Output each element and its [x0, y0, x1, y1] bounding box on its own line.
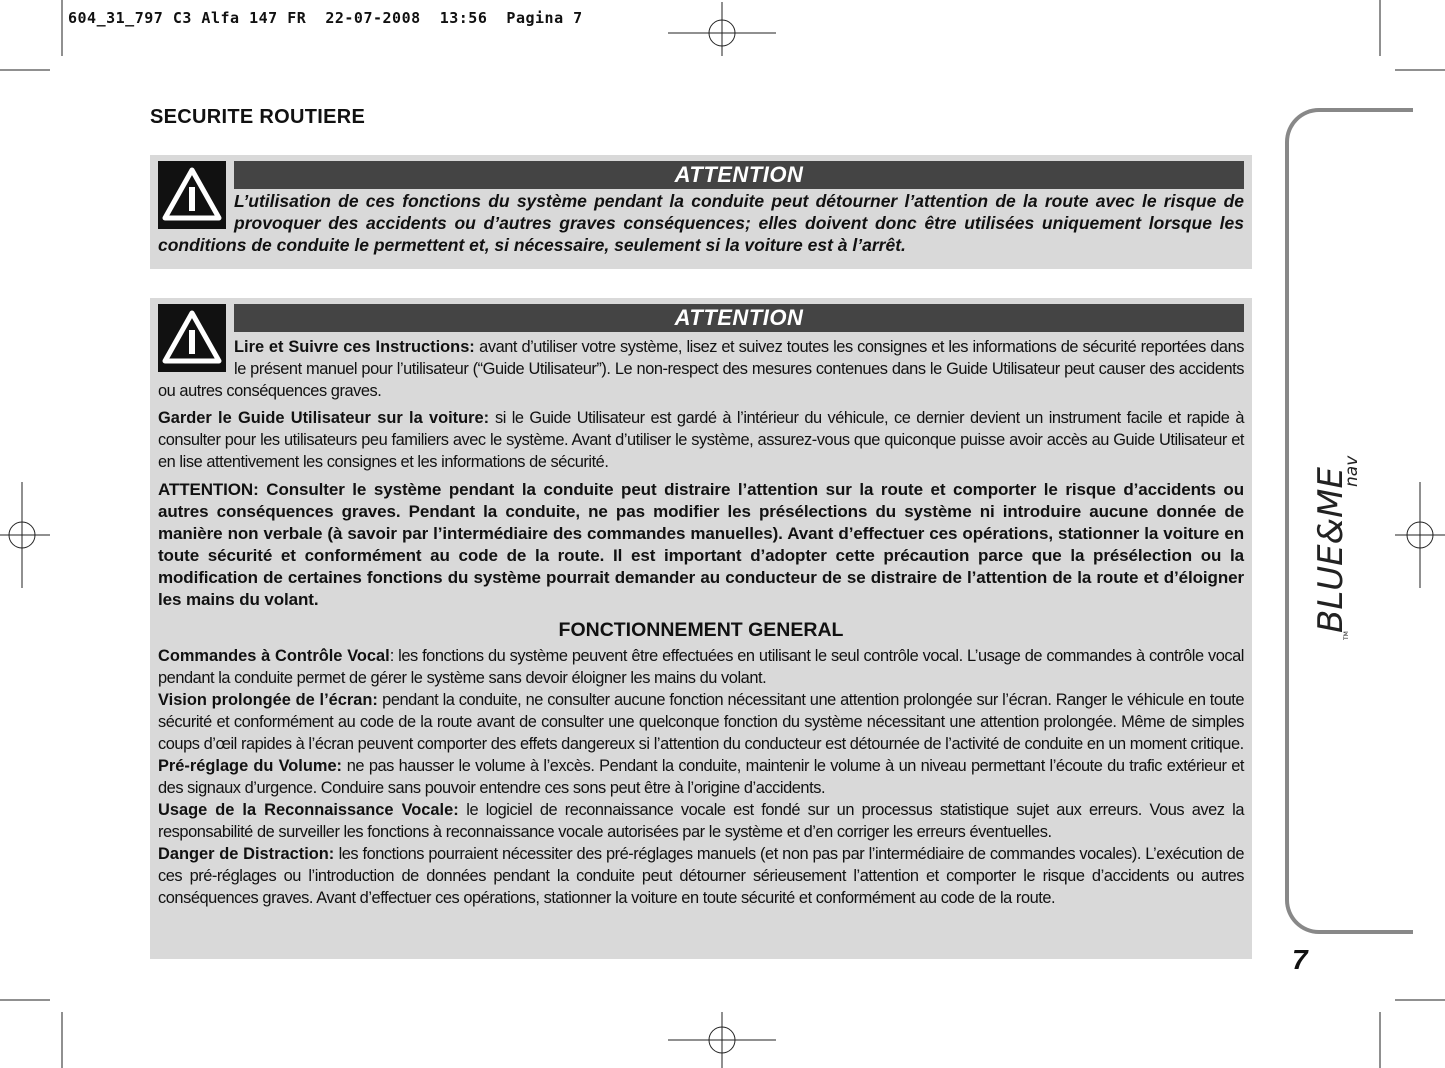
- list-item: Commandes à Contrôle Vocal: les fonctions du système peuvent être effectuées en utilisant le seul contrôle vocal. L’usage de commandes à contrôle vocal pendant la conduite permet de gérer le système sans devoir éloigner les mains du volant.: [158, 647, 1244, 687]
- subsection-title: FONCTIONNEMENT GENERAL: [558, 619, 844, 641]
- warning-box-1: [150, 155, 1252, 269]
- section-title: SECURITE ROUTIERE: [150, 106, 366, 128]
- svg-text:nav: nav: [1342, 455, 1360, 487]
- list-item: Pré-réglage du Volume: ne pas hausser le volume à l’excès. Pendant la conduite, maintenir le volume à un niveau permettant l’écoute du trafic extérieur et des signaux d’urgence. Conduire sans pouvoir entendre ces sons peut être à l’origine d’accidents.: [158, 757, 1245, 797]
- registration-mark-bottom: [668, 1012, 776, 1068]
- list-item: Danger de Distraction: les fonctions pourraient nécessiter des pré-réglages manuels (et non pas par l’intermédiaire de commandes vocales). L’exécution de ces pré-réglages ou l’introduction de données pendant la conduite peut détourner sérieusement l’attention et comporter le risque d’accidents ou autres conséquences graves. Avant d’effectuer ces opérations, stationner la voiture en toute sécurité et conformément au code de la route.: [158, 845, 1244, 907]
- warning-box-2: [150, 298, 1252, 959]
- warning-body: [158, 336, 1244, 909]
- page-number: 7: [1292, 944, 1308, 975]
- print-header: 604_31_797 C3 Alfa 147 FR 22-07-2008 13:56 Pagina 7: [68, 9, 583, 27]
- blue-and-me-nav-logo: [1312, 405, 1360, 645]
- attention-paragraph: ATTENTION: Consulter le système pendant la conduite peut distraire l’attention sur la route et comporter le risque d’accidents ou autres conséquences graves. Pendant la conduite, ne pas modifier les présélections du système ni introduire aucune donnée de manière non verbale (à savoir par l’intermédiaire des commandes manuelles). Avant d’effectuer ces opérations, stationner la voiture en toute sécurité et conformément au code de la route. Il est important d’adopter cette précaution parce que la présélection ou la modification de certaines fonctions du système pourrait demander au conducteur de se distraire de l’attention de la route et d’éloigner les mains du volant.: [158, 480, 1244, 609]
- list-item: Usage de la Reconnaissance Vocale: le logiciel de reconnaissance vocale est fondé sur un processus statistique sujet aux erreurs. Vous avez la responsabilité de surveiller les fonctions à reconnaissance vocale autorisées par le système et d’en corriger les erreurs éventuelles.: [158, 801, 1244, 841]
- attention-heading: ATTENTION: [234, 304, 1244, 332]
- attention-heading: ATTENTION: [234, 161, 1244, 189]
- registration-mark-top: [668, 2, 776, 56]
- svg-text:BLUE&ME: BLUE&ME: [1312, 467, 1351, 633]
- warning-text: L’utilisation de ces fonctions du système pendant la conduite peut détourner l’attention de la route avec le risque de provoquer des accidents ou d’autres graves conséquences; elles doivent donc être utilisées uniquement lorsque les conditions de conduite le permettent et, si nécessaire, seulement si la voiture est à l’arrêt.: [158, 191, 1244, 255]
- instructions-paragraph: Lire et Suivre ces Instructions: avant d’utiliser votre système, lisez et suivez toutes les consignes et les informations de sécurité reportées dans le présent manuel pour l’utilisateur (“Guide Utilisateur”). Le non-respect des mesures contenues dans le Guide Utilisateur peut causer des accidents ou autres conséquences graves.: [158, 338, 1244, 400]
- list-item: Vision prolongée de l’écran: pendant la conduite, ne consulter aucune fonction nécessitant une attention prolongée sur l’écran. Ranger le véhicule en toute sécurité et conformément au code de la route avant de consulter une quelconque fonction du système nécessitant une attention prolongée. Même de simples coups d’œil rapides à l’écran peuvent comporter des effets dangereux si l’attention du conducteur est détournée de l’activité de conduite en un moment critique.: [158, 691, 1245, 753]
- registration-mark-left: [0, 482, 50, 588]
- svg-text:TM: TM: [1343, 631, 1350, 640]
- guide-paragraph: Garder le Guide Utilisateur sur la voiture: si le Guide Utilisateur est gardé à l’intérieur du véhicule, ce dernier devient un instrument facile et rapide à consulter pour les utilisateurs peu familiers avec le système. Avant d’utiliser le système, assurez-vous que quiconque puisse avoir accès au Guide Utilisateur et en lise attentivement les consignes et les informations de sécurité.: [158, 409, 1244, 471]
